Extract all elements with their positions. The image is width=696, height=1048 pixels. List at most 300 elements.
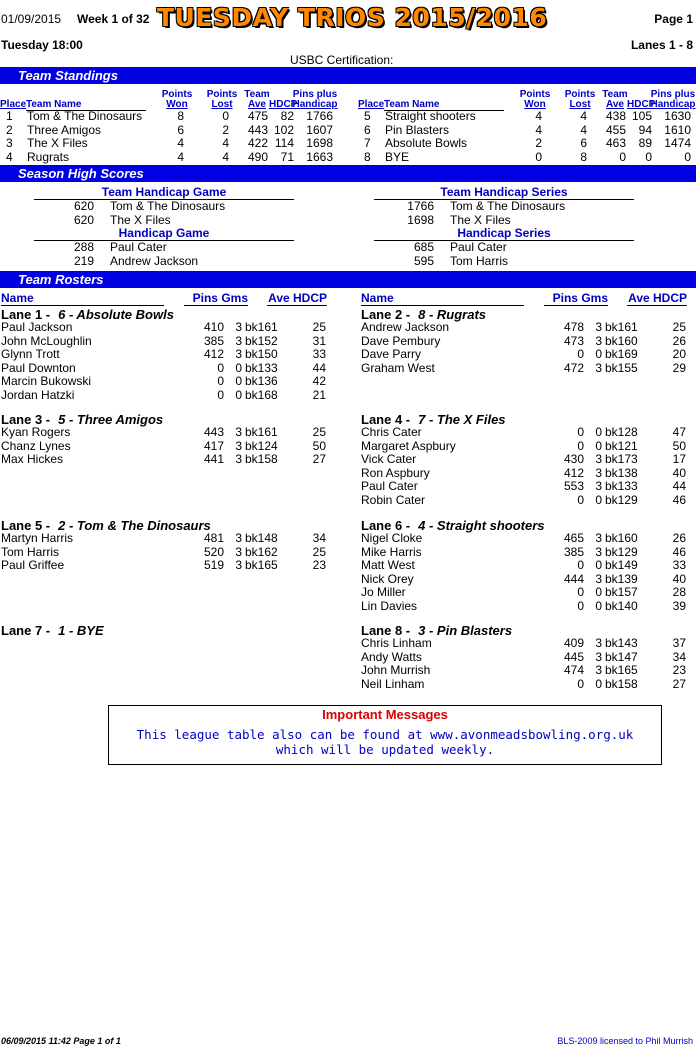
lanes-range: Lanes 1 - 8 — [630, 38, 693, 52]
high-score-title: Team Handicap Game — [101, 185, 227, 199]
player-row — [0, 335, 696, 348]
player-handicap: 25 — [672, 320, 686, 334]
hdcp-cell: 89 — [638, 136, 652, 150]
player-average: bk161 — [245, 320, 278, 334]
player-row — [0, 494, 696, 507]
points-lost-cell: 4 — [222, 136, 229, 150]
player-handicap: 50 — [312, 438, 326, 453]
place-cell: 1 — [6, 109, 13, 123]
player-average: bk143 — [605, 636, 638, 650]
player-pins: 478 — [563, 320, 584, 334]
player-average: bk157 — [605, 585, 638, 599]
player-average: bk149 — [605, 558, 638, 572]
player-name: Andy Watts — [361, 649, 422, 664]
player-row — [0, 375, 696, 388]
player-handicap: 23 — [312, 558, 326, 572]
header-points-lost-2: Lost — [211, 99, 233, 110]
player-average: bk148 — [245, 531, 278, 545]
header-pins-plus-2: Handicap — [292, 99, 338, 110]
place-cell: 4 — [6, 149, 13, 164]
player-games: 3 — [235, 438, 242, 453]
team-name-cell: Rugrats — [27, 149, 70, 164]
high-score-value: 219 — [73, 253, 94, 268]
player-handicap: 28 — [672, 585, 686, 599]
player-pins: 474 — [563, 663, 584, 677]
player-handicap: 40 — [672, 465, 686, 480]
player-games: 3 — [235, 558, 242, 572]
team-name-cell: The X Files — [27, 136, 88, 150]
team-ave-cell: 438 — [605, 109, 626, 123]
header-hdcp: HDCP — [269, 99, 298, 110]
header-points-won: Points — [519, 89, 551, 100]
league-title: TUESDAY TRIOS 2015/2016 — [157, 3, 548, 32]
player-pins: 0 — [577, 347, 584, 361]
player-name: Tom Harris — [1, 544, 60, 559]
player-handicap: 46 — [672, 544, 686, 559]
team-name-cell: Pin Blasters — [385, 122, 450, 137]
section-title: Team Rosters — [18, 272, 104, 287]
page-number: Page 1 — [654, 12, 693, 26]
player-pins: 520 — [203, 544, 224, 559]
player-games: 3 — [595, 452, 602, 466]
player-name: Mike Harris — [361, 544, 422, 559]
hdcp-cell: 94 — [638, 122, 652, 137]
team-ave-cell: 475 — [247, 109, 268, 123]
roster-header-name: Name — [1, 292, 164, 306]
points-lost-cell: 4 — [580, 122, 587, 137]
player-name: Margaret Aspbury — [361, 438, 456, 453]
player-name: Graham West — [361, 360, 435, 375]
player-name: Neil Linham — [361, 676, 425, 691]
place-cell: 3 — [6, 136, 13, 150]
lane-label: Lane 8 - — [361, 623, 411, 638]
player-pins: 443 — [203, 425, 224, 439]
points-won-cell: 8 — [177, 109, 184, 123]
week-indicator: Week 1 of 32 — [77, 12, 150, 26]
player-row — [0, 600, 696, 613]
points-lost-cell: 2 — [222, 122, 229, 137]
messages-line-2: which will be updated weekly. — [275, 742, 495, 757]
header-pins-plus: Pins plus — [292, 89, 338, 100]
player-average: bk158 — [605, 676, 638, 691]
player-handicap: 23 — [672, 663, 686, 677]
roster-header-pins-gms: Pins Gms — [184, 292, 248, 306]
player-games: 0 — [595, 438, 602, 453]
player-average: bk136 — [245, 374, 278, 388]
player-games: 3 — [595, 479, 602, 493]
player-handicap: 29 — [672, 360, 686, 375]
header-pins-plus-2: Handicap — [650, 99, 696, 110]
player-name: Martyn Harris — [1, 531, 74, 545]
player-name: Chris Linham — [361, 636, 432, 650]
team-rosters-bar — [0, 271, 696, 288]
lane-label: Lane 3 - — [1, 412, 51, 427]
team-name-cell: Tom & The Dinosaurs — [27, 109, 143, 123]
player-average: bk173 — [605, 452, 638, 466]
player-pins: 412 — [563, 465, 584, 480]
lane-label: Lane 4 - — [361, 412, 411, 427]
player-row — [0, 586, 696, 599]
team-ave-cell: 490 — [247, 149, 268, 164]
player-average: bk121 — [605, 438, 638, 453]
player-games: 3 — [595, 636, 602, 650]
player-name: Marcin Bukowski — [1, 374, 92, 388]
player-row — [0, 678, 696, 691]
standings-row — [0, 151, 696, 164]
hdcp-cell: 71 — [280, 149, 294, 164]
player-handicap: 33 — [672, 558, 686, 572]
points-won-cell: 2 — [535, 136, 542, 150]
player-name: Ron Aspbury — [361, 465, 430, 480]
high-score-value: 685 — [413, 240, 434, 254]
player-handicap: 33 — [312, 347, 326, 361]
player-handicap: 37 — [672, 636, 686, 650]
player-handicap: 25 — [312, 425, 326, 439]
player-pins: 0 — [577, 438, 584, 453]
lane-team-name: 7 - The X Files — [418, 412, 506, 427]
player-average: bk158 — [245, 452, 278, 466]
player-games: 3 — [235, 333, 242, 348]
player-handicap: 39 — [672, 598, 686, 613]
high-score-title: Handicap Game — [118, 226, 210, 240]
player-average: bk139 — [605, 571, 638, 586]
header-points-won-2: Won — [524, 99, 546, 110]
hdcp-cell: 105 — [631, 109, 652, 123]
lane-label: Lane 1 - — [1, 307, 51, 322]
player-handicap: 47 — [672, 425, 686, 439]
player-handicap: 27 — [312, 452, 326, 466]
player-name: Paul Griffee — [1, 558, 65, 572]
team-name-cell: BYE — [385, 149, 410, 164]
player-pins: 0 — [217, 360, 224, 375]
pins-plus-cell: 1663 — [306, 149, 333, 164]
hdcp-cell: 0 — [645, 149, 652, 164]
header-team-ave-2: Ave — [248, 99, 266, 110]
roster-header-pins-gms: Pins Gms — [544, 292, 608, 306]
high-score-block-hc_game — [34, 226, 294, 267]
hdcp-cell: 114 — [274, 136, 294, 150]
player-pins: 409 — [563, 636, 584, 650]
player-pins: 519 — [203, 558, 224, 572]
player-row — [0, 348, 696, 361]
player-average: bk129 — [605, 492, 638, 507]
player-games: 3 — [595, 649, 602, 664]
player-average: bk160 — [605, 531, 638, 545]
header-place: Place — [358, 99, 385, 110]
player-average: bk140 — [605, 598, 638, 613]
header-team-ave-2: Ave — [606, 99, 624, 110]
player-pins: 430 — [563, 452, 584, 466]
pins-plus-cell: 1607 — [306, 122, 333, 137]
player-average: bk152 — [245, 333, 278, 348]
player-average: bk155 — [605, 360, 638, 375]
player-average: bk161 — [245, 425, 278, 439]
player-row — [0, 426, 696, 439]
place-cell: 5 — [364, 109, 371, 123]
standings-row — [0, 110, 696, 123]
player-games: 3 — [235, 452, 242, 466]
lane-team-name: 4 - Straight shooters — [418, 518, 545, 533]
player-pins: 465 — [563, 531, 584, 545]
player-games: 3 — [595, 663, 602, 677]
high-score-value: 620 — [73, 199, 94, 213]
player-average: bk165 — [245, 558, 278, 572]
player-name: Glynn Trott — [1, 347, 60, 361]
player-row — [0, 389, 696, 402]
player-pins: 472 — [563, 360, 584, 375]
player-pins: 0 — [577, 558, 584, 572]
section-title: Team Standings — [18, 68, 118, 83]
high-score-name: The X Files — [110, 212, 171, 227]
points-won-cell: 4 — [177, 136, 184, 150]
lane-label: Lane 5 - — [1, 518, 51, 533]
high-score-value: 595 — [413, 253, 434, 268]
player-pins: 0 — [577, 676, 584, 691]
points-won-cell: 6 — [177, 122, 184, 137]
player-row — [0, 637, 696, 650]
player-name: Lin Davies — [361, 598, 418, 613]
player-average: bk128 — [605, 425, 638, 439]
player-handicap: 20 — [672, 347, 686, 361]
player-games: 3 — [235, 544, 242, 559]
header-hdcp: HDCP — [627, 99, 656, 110]
player-average: bk138 — [605, 465, 638, 480]
player-games: 0 — [235, 360, 242, 375]
player-name: Andrew Jackson — [361, 320, 450, 334]
roster-header-name: Name — [361, 292, 524, 306]
high-score-value: 620 — [73, 212, 94, 227]
player-handicap: 40 — [672, 571, 686, 586]
player-games: 0 — [595, 347, 602, 361]
high-score-value: 1698 — [407, 212, 434, 227]
player-pins: 0 — [577, 585, 584, 599]
player-average: bk129 — [605, 544, 638, 559]
player-pins: 445 — [563, 649, 584, 664]
team-ave-cell: 443 — [247, 122, 268, 137]
lane-team-name: 6 - Absolute Bowls — [58, 307, 174, 322]
team-standings-bar — [0, 67, 696, 84]
roster-header-ave-hdcp: Ave HDCP — [628, 291, 687, 305]
lane-team-name: 3 - Pin Blasters — [418, 623, 513, 638]
lane-heading — [1, 623, 104, 638]
player-row — [0, 321, 696, 334]
pins-plus-cell: 1698 — [306, 136, 333, 150]
header-points-lost: Points — [206, 89, 238, 100]
player-name: Robin Cater — [361, 492, 426, 507]
footer-license: BLS-2009 licensed to Phil Murrish — [557, 1036, 693, 1046]
player-name: Max Hickes — [1, 452, 64, 466]
player-pins: 444 — [563, 571, 584, 586]
pins-plus-cell: 1474 — [664, 136, 691, 150]
player-games: 3 — [595, 571, 602, 586]
player-row — [0, 532, 696, 545]
player-average: bk133 — [605, 479, 638, 493]
player-name: Jo Miller — [361, 585, 406, 599]
lane-team-name: 1 - BYE — [58, 623, 104, 638]
player-pins: 441 — [203, 452, 224, 466]
player-games: 0 — [595, 676, 602, 691]
header-points-won: Points — [161, 89, 193, 100]
player-pins: 0 — [577, 425, 584, 439]
player-average: bk133 — [245, 360, 278, 375]
standings-row — [0, 137, 696, 150]
player-handicap: 26 — [672, 531, 686, 545]
player-name: Paul Downton — [1, 360, 76, 375]
player-handicap: 44 — [672, 479, 686, 493]
player-games: 3 — [595, 320, 602, 334]
player-games: 3 — [235, 531, 242, 545]
player-pins: 410 — [203, 320, 224, 334]
points-won-cell: 4 — [535, 109, 542, 123]
header-team-ave: Team — [602, 89, 628, 100]
player-row — [0, 480, 696, 493]
header-place: Place — [0, 99, 27, 110]
standings-row — [0, 124, 696, 137]
player-row — [0, 573, 696, 586]
player-pins: 385 — [563, 544, 584, 559]
points-won-cell: 4 — [177, 149, 184, 164]
team-ave-cell: 455 — [605, 122, 626, 137]
player-games: 3 — [595, 544, 602, 559]
points-lost-cell: 4 — [222, 149, 229, 164]
player-pins: 412 — [203, 347, 224, 361]
player-name: John McLoughlin — [1, 333, 92, 348]
player-pins: 417 — [203, 438, 224, 453]
player-pins: 0 — [217, 374, 224, 388]
player-name: Chris Cater — [361, 425, 422, 439]
high-score-name: Tom & The Dinosaurs — [450, 199, 566, 213]
player-name: Paul Cater — [361, 479, 418, 493]
header-team-name: Team Name — [26, 99, 146, 111]
player-average: bk169 — [605, 347, 638, 361]
high-score-name: Paul Cater — [450, 240, 507, 254]
section-title: Season High Scores — [18, 166, 144, 181]
header-pins-plus: Pins plus — [650, 89, 696, 100]
player-games: 3 — [235, 347, 242, 361]
report-date: 01/09/2015 — [1, 12, 62, 26]
hdcp-cell: 82 — [280, 109, 294, 123]
player-games: 3 — [595, 333, 602, 348]
hdcp-cell: 102 — [273, 122, 294, 137]
high-score-title: Team Handicap Series — [440, 185, 568, 199]
player-handicap: 50 — [672, 438, 686, 453]
player-name: Jordan Hatzki — [1, 387, 75, 402]
player-name: Nigel Cloke — [361, 531, 423, 545]
player-average: bk147 — [605, 649, 638, 664]
player-games: 3 — [595, 465, 602, 480]
player-games: 3 — [235, 320, 242, 334]
player-games: 0 — [235, 374, 242, 388]
player-handicap: 25 — [312, 320, 326, 334]
player-average: bk165 — [605, 663, 638, 677]
player-row — [0, 440, 696, 453]
high-score-value: 288 — [73, 240, 94, 254]
player-games: 0 — [595, 598, 602, 613]
team-name-cell: Straight shooters — [385, 109, 476, 123]
points-lost-cell: 4 — [580, 109, 587, 123]
player-name: John Murrish — [361, 663, 431, 677]
points-lost-cell: 8 — [580, 149, 587, 164]
team-name-cell: Three Amigos — [27, 122, 102, 137]
messages-title: Important Messages — [322, 707, 448, 722]
team-ave-cell: 0 — [619, 149, 626, 164]
high-score-block-hc_series — [374, 226, 634, 267]
player-name: Matt West — [361, 558, 415, 572]
player-handicap: 27 — [672, 676, 686, 691]
certification: USBC Certification: — [290, 53, 394, 67]
lane-team-name: 2 - Tom & The Dinosaurs — [58, 518, 211, 533]
high-score-block-team_hc_series — [374, 185, 634, 226]
player-handicap: 44 — [312, 360, 326, 375]
player-pins: 0 — [577, 492, 584, 507]
header-team-ave: Team — [244, 89, 270, 100]
messages-line-1: This league table also can be found at www.avonmeadsbowling.org.uk — [136, 727, 634, 742]
points-won-cell: 0 — [535, 149, 542, 164]
pins-plus-cell: 0 — [684, 149, 691, 164]
player-games: 3 — [235, 425, 242, 439]
player-average: bk150 — [245, 347, 278, 361]
player-average: bk160 — [605, 333, 638, 348]
player-games: 0 — [595, 425, 602, 439]
player-pins: 385 — [203, 333, 224, 348]
player-average: bk162 — [245, 544, 278, 559]
high-score-name: Paul Cater — [110, 240, 167, 254]
player-name: Chanz Lynes — [1, 438, 71, 453]
player-pins: 481 — [203, 531, 224, 545]
player-pins: 0 — [217, 387, 224, 402]
player-handicap: 31 — [312, 333, 326, 348]
place-cell: 6 — [364, 122, 371, 137]
player-name: Dave Pembury — [361, 333, 441, 348]
lane-label: Lane 7 - — [1, 623, 51, 638]
high-score-name: Tom Harris — [450, 253, 509, 268]
player-name: Vick Cater — [361, 452, 417, 466]
high-score-name: Andrew Jackson — [110, 253, 199, 268]
lane-label: Lane 6 - — [361, 518, 411, 533]
footer-timestamp: 06/09/2015 11:42 Page 1 of 1 — [1, 1036, 121, 1046]
player-handicap: 46 — [672, 492, 686, 507]
player-pins: 0 — [577, 598, 584, 613]
player-row — [0, 546, 696, 559]
team-name-cell: Absolute Bowls — [385, 136, 468, 150]
player-row — [0, 453, 696, 466]
player-pins: 553 — [563, 479, 584, 493]
player-pins: 473 — [563, 333, 584, 348]
player-games: 0 — [595, 558, 602, 572]
lane-team-name: 8 - Rugrats — [418, 307, 487, 322]
player-handicap: 42 — [312, 374, 326, 388]
high-score-title: Handicap Series — [457, 226, 551, 240]
player-handicap: 26 — [672, 333, 686, 348]
team-ave-cell: 463 — [605, 136, 626, 150]
place-cell: 2 — [6, 122, 13, 137]
player-name: Paul Jackson — [1, 320, 73, 334]
pins-plus-cell: 1630 — [664, 109, 691, 123]
points-won-cell: 4 — [535, 122, 542, 137]
player-games: 0 — [235, 387, 242, 402]
player-games: 0 — [595, 585, 602, 599]
player-name: Kyan Rogers — [1, 425, 71, 439]
player-handicap: 17 — [672, 452, 686, 466]
player-handicap: 34 — [312, 531, 326, 545]
header-points-lost-2: Lost — [569, 99, 591, 110]
day-time: Tuesday 18:00 — [1, 38, 83, 52]
header-team-name: Team Name — [384, 99, 504, 111]
header-points-lost: Points — [564, 89, 596, 100]
player-row — [0, 651, 696, 664]
place-cell: 7 — [364, 136, 371, 150]
important-messages-box — [108, 705, 662, 765]
